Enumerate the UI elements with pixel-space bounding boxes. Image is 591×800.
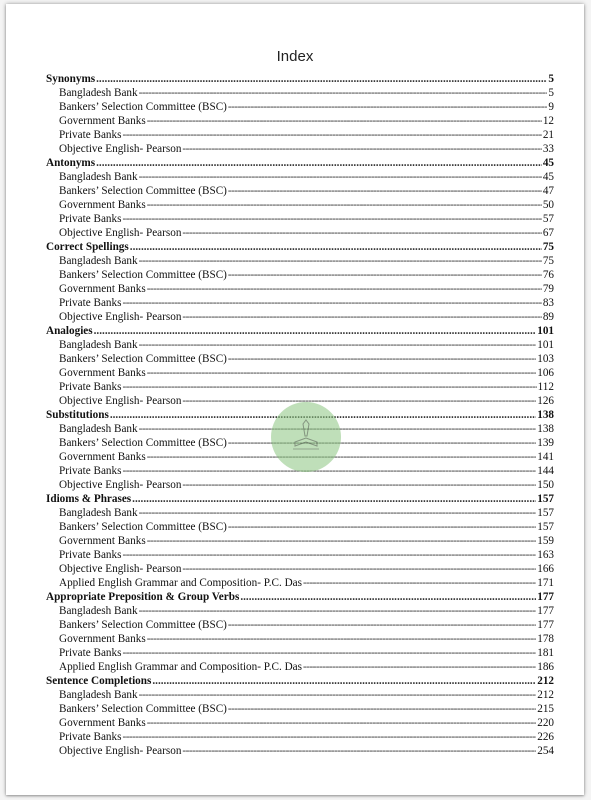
dash-leader [139, 506, 537, 520]
index-entry-row[interactable] [46, 212, 554, 226]
entry-label: Bankers’ Selection Committee (BSC) [59, 269, 227, 281]
index-entry-row[interactable] [46, 534, 554, 548]
dash-leader [228, 100, 548, 114]
index-section [46, 492, 554, 590]
entry-page-number: 103 [537, 353, 554, 365]
entry-label: Government Banks [59, 199, 146, 211]
entry-label: Private Banks [59, 647, 122, 659]
index-section [46, 590, 554, 674]
entry-label: Bankers’ Selection Committee (BSC) [59, 437, 227, 449]
entry-page-number: 157 [537, 507, 554, 519]
dot-leader [240, 590, 536, 604]
dash-leader [147, 450, 537, 464]
dash-leader [147, 198, 542, 212]
entry-page-number: 79 [542, 283, 554, 295]
entry-page-number: 226 [537, 731, 554, 743]
index-entry-row[interactable] [46, 184, 554, 198]
section-heading-row[interactable] [46, 72, 554, 86]
entry-label: Bankers’ Selection Committee (BSC) [59, 703, 227, 715]
section-page-number: 177 [537, 591, 554, 603]
entry-label: Private Banks [59, 549, 122, 561]
entry-label: Objective English- Pearson [59, 563, 182, 575]
index-entry-row[interactable] [46, 632, 554, 646]
section-page-number: 5 [548, 73, 554, 85]
watermark-logo [271, 402, 341, 472]
entry-label: Applied English Grammar and Composition- P.C. Das [59, 661, 302, 673]
entry-label: Objective English- Pearson [59, 479, 182, 491]
entry-page-number: 220 [537, 717, 554, 729]
dash-leader [139, 338, 537, 352]
dash-leader [147, 716, 537, 730]
entry-page-number: 33 [542, 143, 554, 155]
entry-page-number: 57 [542, 213, 554, 225]
dash-leader [182, 478, 536, 492]
section-heading-row[interactable] [46, 492, 554, 506]
entry-label: Bangladesh Bank [59, 605, 138, 617]
entry-label: Objective English- Pearson [59, 311, 182, 323]
entry-label: Private Banks [59, 731, 122, 743]
entry-label: Private Banks [59, 129, 122, 141]
entry-label: Bankers’ Selection Committee (BSC) [59, 101, 227, 113]
entry-page-number: 166 [537, 563, 554, 575]
entry-page-number: 181 [537, 647, 554, 659]
entry-label: Private Banks [59, 465, 122, 477]
section-page-number: 157 [537, 493, 554, 505]
entry-label: Applied English Grammar and Composition- P.C. Das [59, 577, 302, 589]
section-heading: Analogies [46, 325, 93, 337]
entry-label: Bangladesh Bank [59, 689, 138, 701]
index-entry-row[interactable] [46, 100, 554, 114]
dot-leader [130, 240, 542, 254]
index-entry-row[interactable] [46, 730, 554, 744]
dot-leader [96, 156, 542, 170]
entry-label: Bankers’ Selection Committee (BSC) [59, 185, 227, 197]
entry-label: Bangladesh Bank [59, 255, 138, 267]
entry-label: Bankers’ Selection Committee (BSC) [59, 353, 227, 365]
dash-leader [122, 128, 541, 142]
entry-page-number: 89 [542, 311, 554, 323]
index-entry-row[interactable] [46, 310, 554, 324]
section-heading: Synonyms [46, 73, 96, 85]
dash-leader [182, 394, 536, 408]
dash-leader [303, 576, 536, 590]
entry-page-number: 138 [537, 423, 554, 435]
dash-leader [122, 548, 536, 562]
dash-leader [122, 380, 536, 394]
section-heading-row[interactable] [46, 240, 554, 254]
section-page-number: 138 [537, 409, 554, 421]
index-entry-row[interactable] [46, 520, 554, 534]
index-entry-row[interactable] [46, 478, 554, 492]
index-section [46, 72, 554, 156]
index-entry-row[interactable] [46, 548, 554, 562]
entry-label: Government Banks [59, 451, 146, 463]
section-heading: Appropriate Preposition & Group Verbs [46, 591, 240, 603]
section-heading-row[interactable] [46, 156, 554, 170]
pen-book-logo-icon [271, 402, 341, 472]
dash-leader [147, 632, 537, 646]
index-section [46, 156, 554, 240]
index-entry-row[interactable] [46, 86, 554, 100]
dash-leader [303, 660, 536, 674]
dot-leader [152, 674, 536, 688]
index-entry-row[interactable] [46, 282, 554, 296]
index-entry-row[interactable] [46, 198, 554, 212]
entry-label: Bankers’ Selection Committee (BSC) [59, 619, 227, 631]
entry-label: Government Banks [59, 535, 146, 547]
dash-leader [228, 352, 536, 366]
entry-page-number: 12 [542, 115, 554, 127]
entry-label: Government Banks [59, 283, 146, 295]
section-page-number: 101 [537, 325, 554, 337]
index-entry-row[interactable] [46, 646, 554, 660]
entry-page-number: 106 [537, 367, 554, 379]
entry-label: Objective English- Pearson [59, 143, 182, 155]
index-entry-row[interactable] [46, 660, 554, 674]
index-entry-row[interactable] [46, 688, 554, 702]
dash-leader [228, 520, 536, 534]
index-entry-row[interactable] [46, 142, 554, 156]
index-entry-row[interactable] [46, 226, 554, 240]
entry-label: Bangladesh Bank [59, 171, 138, 183]
dash-leader [147, 366, 537, 380]
entry-page-number: 5 [548, 87, 554, 99]
entry-page-number: 215 [537, 703, 554, 715]
entry-label: Bangladesh Bank [59, 87, 138, 99]
entry-label: Bangladesh Bank [59, 507, 138, 519]
dash-leader [182, 142, 541, 156]
section-heading-row[interactable] [46, 590, 554, 604]
section-page-number: 75 [542, 241, 554, 253]
entry-page-number: 75 [542, 255, 554, 267]
index-entry-row[interactable] [46, 268, 554, 282]
dash-leader [139, 604, 537, 618]
index-entry-row[interactable] [46, 618, 554, 632]
entry-page-number: 157 [537, 521, 554, 533]
entry-page-number: 159 [537, 535, 554, 547]
section-page-number: 45 [542, 157, 554, 169]
section-heading: Sentence Completions [46, 675, 152, 687]
dash-leader [122, 296, 541, 310]
entry-page-number: 144 [537, 465, 554, 477]
dash-leader [122, 212, 541, 226]
dot-leader [96, 72, 547, 86]
entry-page-number: 126 [537, 395, 554, 407]
dash-leader [182, 310, 541, 324]
index-section [46, 674, 554, 758]
index-entry-row[interactable] [46, 604, 554, 618]
entry-page-number: 139 [537, 437, 554, 449]
index-entry-row[interactable] [46, 352, 554, 366]
entry-label: Bangladesh Bank [59, 423, 138, 435]
entry-label: Bangladesh Bank [59, 339, 138, 351]
entry-page-number: 76 [542, 269, 554, 281]
index-section [46, 240, 554, 324]
section-heading: Idioms & Phrases [46, 493, 132, 505]
section-heading: Antonyms [46, 157, 96, 169]
index-entry-row[interactable] [46, 506, 554, 520]
dash-leader [139, 170, 542, 184]
index-entry-row[interactable] [46, 576, 554, 590]
index-entry-row[interactable] [46, 128, 554, 142]
dash-leader [228, 702, 536, 716]
index-entry-row[interactable] [46, 254, 554, 268]
index-entry-row[interactable] [46, 744, 554, 758]
index-entry-row[interactable] [46, 296, 554, 310]
index-entry-row[interactable] [46, 562, 554, 576]
entry-label: Government Banks [59, 115, 146, 127]
dash-leader [147, 282, 542, 296]
dash-leader [182, 744, 536, 758]
entry-page-number: 186 [537, 661, 554, 673]
entry-page-number: 177 [537, 619, 554, 631]
entry-page-number: 177 [537, 605, 554, 617]
entry-page-number: 45 [542, 171, 554, 183]
entry-page-number: 67 [542, 227, 554, 239]
section-heading: Substitutions [46, 409, 109, 421]
entry-label: Government Banks [59, 717, 146, 729]
entry-page-number: 9 [548, 101, 554, 113]
entry-label: Private Banks [59, 213, 122, 225]
dash-leader [228, 618, 536, 632]
dash-leader [228, 184, 542, 198]
section-heading-row[interactable] [46, 674, 554, 688]
dot-leader [132, 492, 536, 506]
dash-leader [139, 688, 537, 702]
document-page [6, 4, 584, 795]
entry-page-number: 163 [537, 549, 554, 561]
entry-label: Government Banks [59, 633, 146, 645]
entry-page-number: 21 [542, 129, 554, 141]
entry-page-number: 50 [542, 199, 554, 211]
entry-page-number: 254 [537, 745, 554, 757]
section-heading: Correct Spellings [46, 241, 129, 253]
entry-page-number: 178 [537, 633, 554, 645]
index-entry-row[interactable] [46, 702, 554, 716]
entry-label: Objective English- Pearson [59, 745, 182, 757]
dash-leader [147, 534, 537, 548]
entry-page-number: 212 [537, 689, 554, 701]
entry-label: Private Banks [59, 381, 122, 393]
index-entry-row[interactable] [46, 114, 554, 128]
dash-leader [147, 114, 542, 128]
entry-page-number: 47 [542, 185, 554, 197]
entry-page-number: 112 [537, 381, 554, 393]
section-heading-row[interactable] [46, 324, 554, 338]
dash-leader [228, 268, 542, 282]
dot-leader [94, 324, 537, 338]
entry-page-number: 150 [537, 479, 554, 491]
entry-page-number: 101 [537, 339, 554, 351]
entry-page-number: 83 [542, 297, 554, 309]
entry-label: Government Banks [59, 367, 146, 379]
index-entry-row[interactable] [46, 170, 554, 184]
entry-label: Private Banks [59, 297, 122, 309]
dash-leader [139, 86, 548, 100]
dash-leader [122, 730, 536, 744]
dash-leader [182, 226, 541, 240]
entry-label: Objective English- Pearson [59, 395, 182, 407]
index-section [46, 324, 554, 408]
entry-page-number: 171 [537, 577, 554, 589]
index-entry-row[interactable] [46, 366, 554, 380]
section-page-number: 212 [537, 675, 554, 687]
entry-label: Bankers’ Selection Committee (BSC) [59, 521, 227, 533]
entry-page-number: 141 [537, 451, 554, 463]
dash-leader [182, 562, 536, 576]
index-entry-row[interactable] [46, 716, 554, 730]
dash-leader [139, 254, 542, 268]
entry-label: Objective English- Pearson [59, 227, 182, 239]
page-title: Index [276, 48, 314, 65]
dash-leader [122, 646, 536, 660]
index-entry-row[interactable] [46, 338, 554, 352]
index-entry-row[interactable] [46, 380, 554, 394]
